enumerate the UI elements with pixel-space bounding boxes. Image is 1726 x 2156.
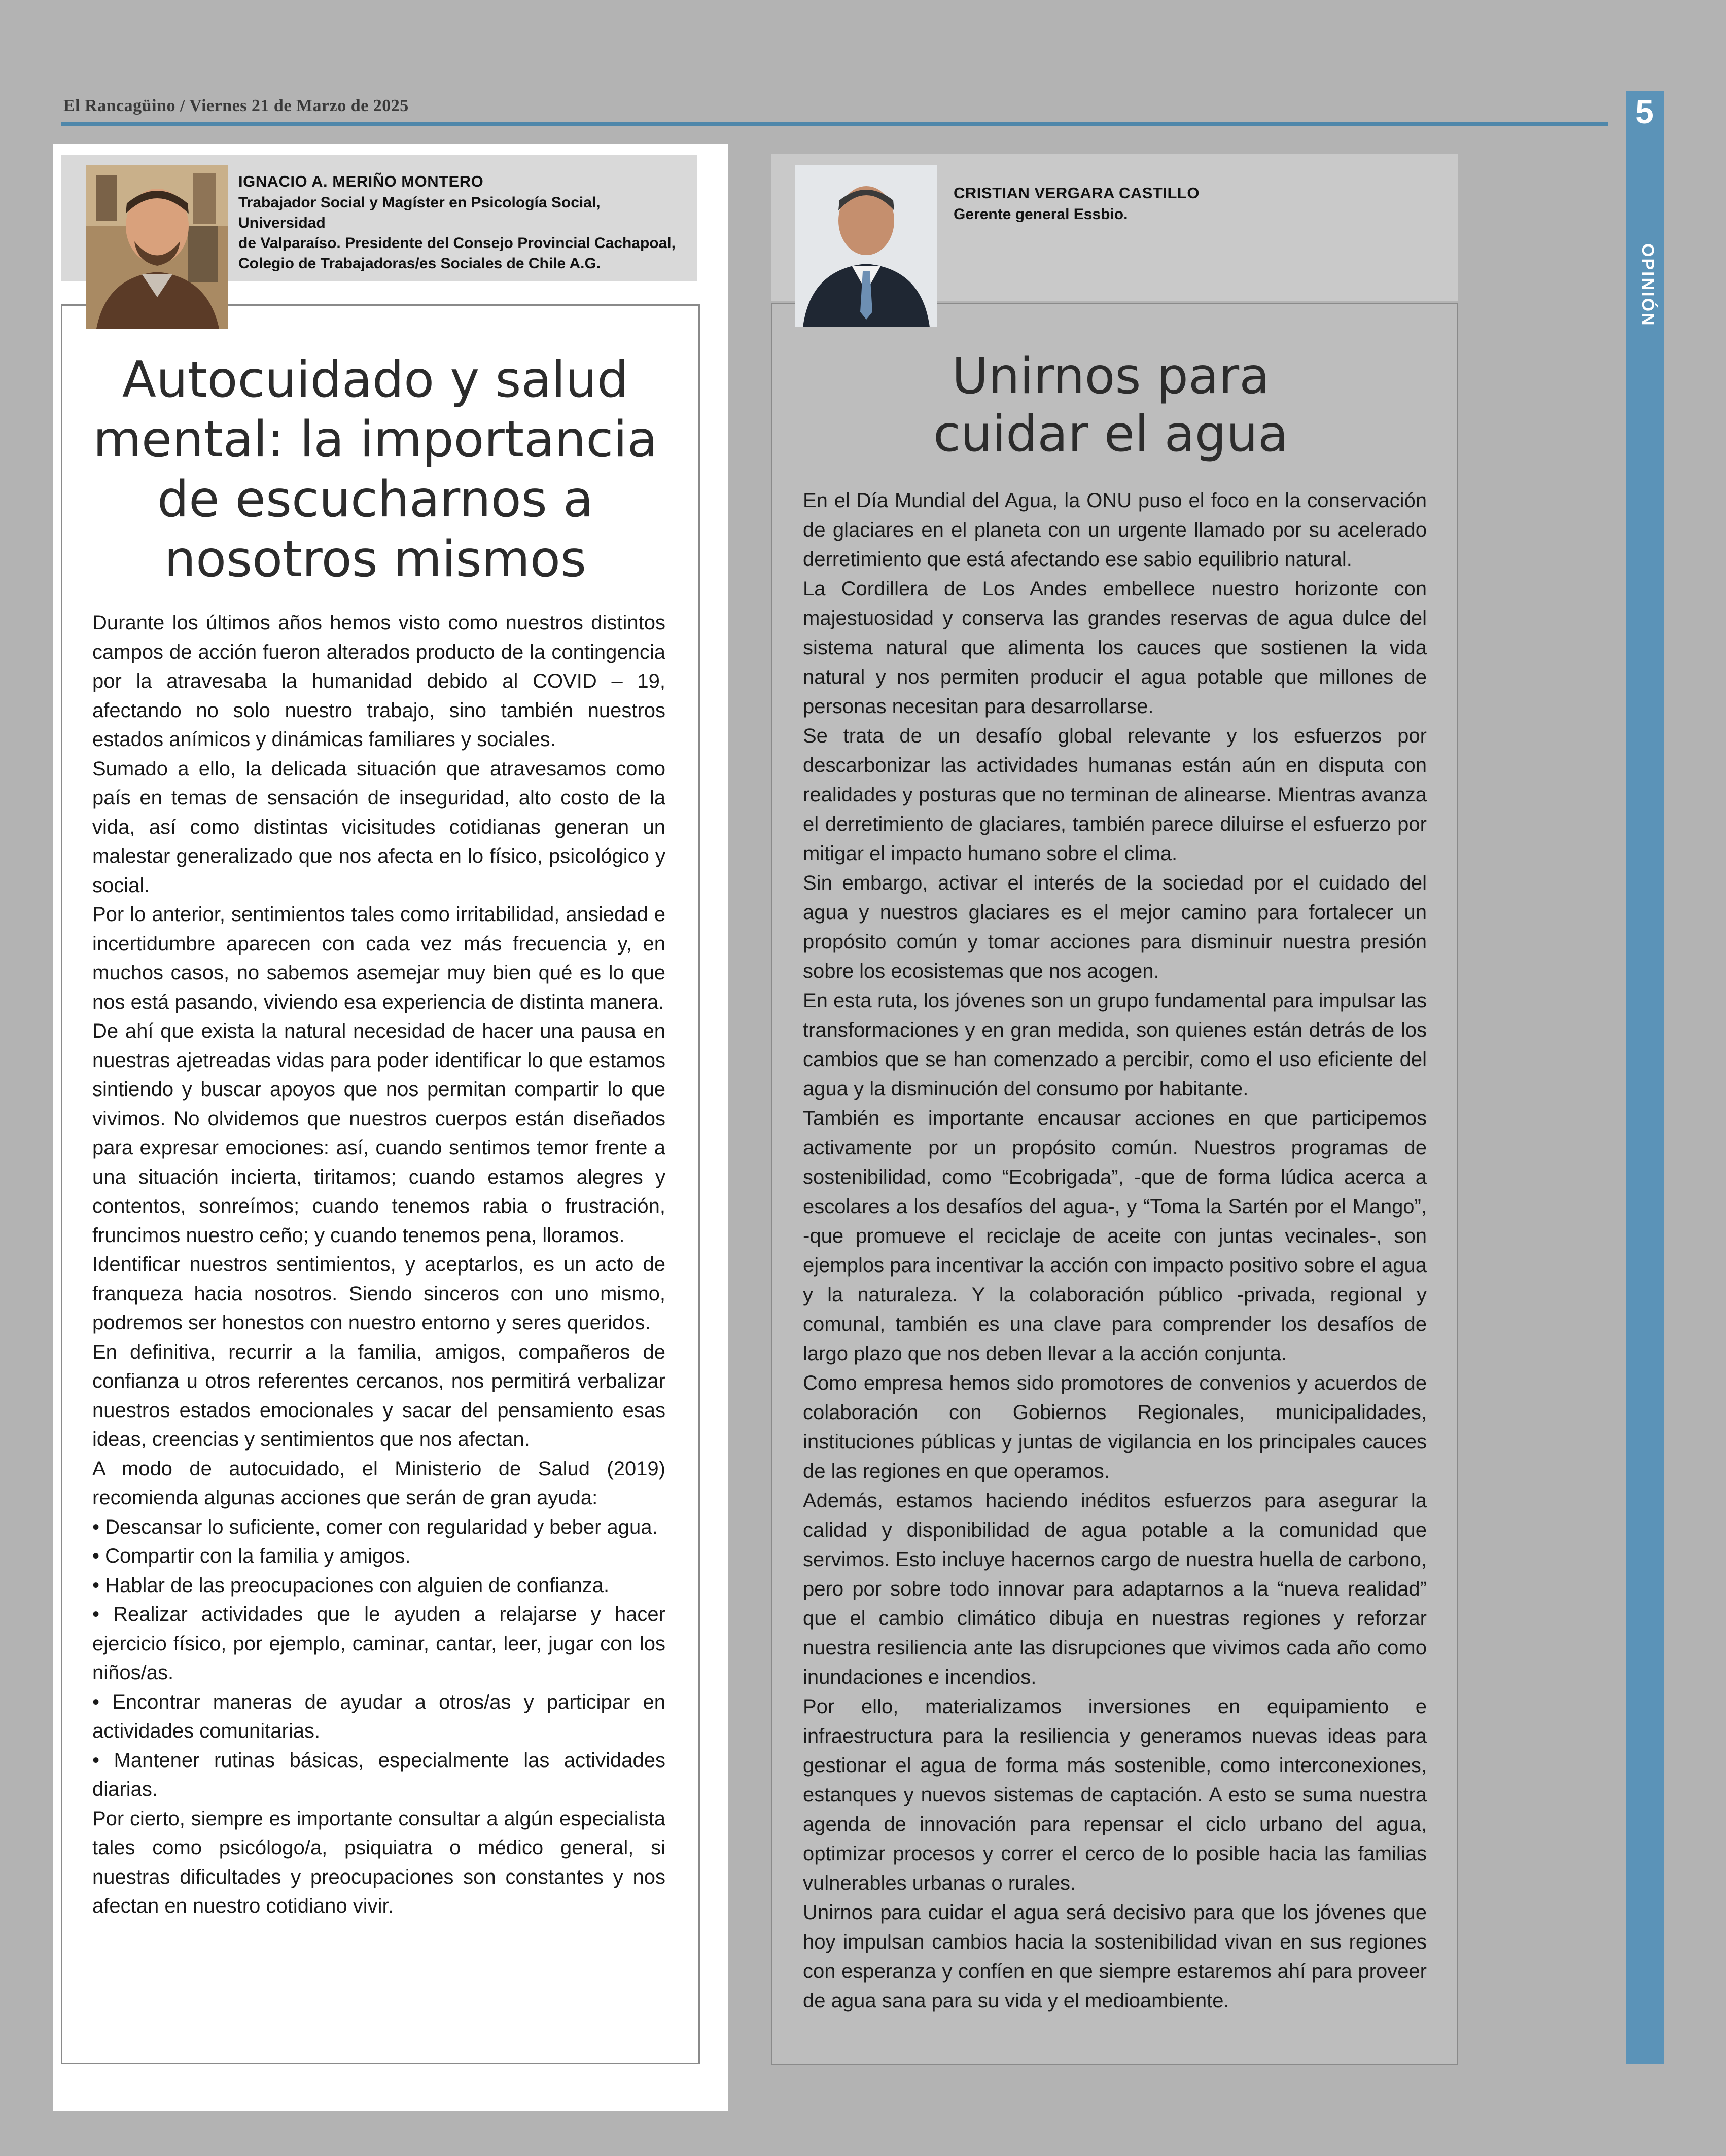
left-author-role	[238, 193, 690, 274]
left-headline-line: Autocuidado y salud	[122, 351, 629, 409]
left-article-paragraph: Sumado a ello, la delicada situación que atravesamos como país en temas de sensación de inseguridad, alto costo de la vida, así como distintas vicisitudes cotidianas generan un malestar generalizado que nos afecta en lo físico, psicológico y social.	[92, 757, 665, 897]
right-article-paragraph: Por ello, materializamos inversiones en equipamiento e infraestructura para la resiliencia y generamos nuevas ideas para gestionar el agua de forma más sostenible, como interconexiones, estanques y nuevos sistemas de captación. A esto se suma nuestra agenda de innovación para repensar el ciclo urbano del agua, optimizar procesos y correr el cerco de lo posible hacia las familias vulnerables urbanas o rurales.	[803, 1695, 1427, 1894]
left-author-name: IGNACIO A. MERIÑO MONTERO	[238, 172, 484, 190]
left-article-bullet: • Mantener rutinas básicas, especialmente las actividades diarias.	[92, 1749, 665, 1800]
left-article-paragraph: Por lo anterior, sentimientos tales como irritabilidad, ansiedad e incertidumbre aparecen con cada vez más frecuencia y, en muchos casos, no sabemos asemejar muy bien qué es lo que nos está pasando, viviendo esa experiencia de distinta manera.	[92, 903, 665, 1013]
left-author-role-line: Colegio de Trabajadoras/es Sociales de Chile A.G.	[238, 255, 601, 272]
right-author-name: CRISTIAN VERGARA CASTILLO	[954, 184, 1200, 202]
left-article-paragraph: En definitiva, recurrir a la familia, amigos, compañeros de confianza u otros referentes cercanos, nos permitirá verbalizar nuestros estados emocionales y sacar del pensamiento esas ideas, creencias y sentimientos que nos afectan.	[92, 1340, 665, 1451]
left-article-bullet: • Hablar de las preocupaciones con alguien de confianza.	[92, 1574, 610, 1597]
left-article-bullet: • Compartir con la familia y amigos.	[92, 1545, 411, 1567]
right-article-paragraph: Además, estamos haciendo inéditos esfuerzos para asegurar la calidad y disponibilidad de agua potable a la comunidad que servimos. Esto incluye hacernos cargo de nuestra huella de carbono, pero por sobre todo innovar para adaptarnos a la “nueva realidad” que el cambio climático dibuja en nuestras regiones y reforzar nuestra resiliencia ante las disrupciones que vivimos cada año como inundaciones e incendios.	[803, 1490, 1427, 1688]
left-author-role-line: de Valparaíso. Presidente del Consejo Provincial Cachapoal,	[238, 235, 676, 252]
right-article-paragraph: Sin embargo, activar el interés de la sociedad por el cuidado del agua y nuestros glaciares es el mejor camino para fortalecer un propósito común y tomar acciones para disminuir nuestra presión sobre los ecosistemas que nos acogen.	[803, 872, 1427, 982]
page-number: 5	[1635, 93, 1654, 130]
right-author-byline	[954, 184, 1440, 225]
masthead-rule	[61, 122, 1608, 126]
right-article-headline	[791, 347, 1430, 463]
right-headline-line: cuidar el agua	[933, 405, 1289, 463]
left-article-paragraph: Durante los últimos años hemos visto como nuestros distintos campos de acción fueron alterados producto de la contingencia por la atravesaba la humanidad debido al COVID – 19, afectando no solo nuestro trabajo, sino también nuestros estados anímicos y dinámicas familiares y sociales.	[92, 612, 665, 751]
left-headline-line: mental: la importancia	[93, 411, 658, 469]
masthead: El Rancagüino / Viernes 21 de Marzo de 2025	[63, 96, 409, 115]
right-article-paragraph: Unirnos para cuidar el agua será decisivo para que los jóvenes que hoy impulsan cambios hacia la sostenibilidad vivan en sus regiones con esperanza y confíen en que siempre estaremos ahí para proveer de agua sana para su vida y el medioambiente.	[803, 1901, 1427, 2012]
left-author-byline	[238, 172, 690, 274]
left-article-paragraph: A modo de autocuidado, el Ministerio de Salud (2019) recomienda algunas acciones que serán de gran ayuda:	[92, 1457, 665, 1509]
left-headline-line: de escucharnos a	[157, 471, 593, 528]
right-article-paragraph: Como empresa hemos sido promotores de convenios y acuerdos de colaboración con Gobiernos Regionales, municipalidades, instituciones públicas y juntas de vigilancia en los principales cauces de las regiones en que operamos.	[803, 1372, 1427, 1482]
section-side-tab	[1626, 91, 1664, 2064]
left-headline-line: nosotros mismos	[164, 531, 587, 588]
left-article-paragraph: Por cierto, siempre es importante consultar a algún especialista tales como psicólogo/a, psiquiatra o médico general, si nuestras dificultades y preocupaciones son constantes y nos afectan en nuestro cotidiano vivir.	[92, 1807, 665, 1917]
left-author-role-line: Trabajador Social y Magíster en Psicología Social, Universidad	[238, 194, 601, 231]
right-article-paragraph: La Cordillera de Los Andes embellece nuestro horizonte con majestuosidad y conserva las grandes reservas de agua dulce del sistema natural que alimenta los cauces que sostienen la vida natural y nos permiten producir el agua potable que millones de personas necesitan para desarrollarse.	[803, 578, 1427, 718]
section-label: OPINIÓN	[1638, 243, 1658, 327]
right-author-role	[954, 204, 1440, 225]
right-article-body	[803, 486, 1427, 2016]
left-article-bullet: • Encontrar maneras de ayudar a otros/as y participar en actividades comunitarias.	[92, 1690, 665, 1742]
right-article-paragraph: En el Día Mundial del Agua, la ONU puso el foco en la conservación de glaciares en el planeta con un urgente llamado por su acelerado derretimiento que está afectando ese sabio equilibrio natural.	[803, 489, 1427, 571]
right-author-role-line: Gerente general Essbio.	[954, 206, 1128, 223]
left-article-headline	[76, 350, 675, 589]
right-author-photo	[795, 165, 937, 327]
right-article-paragraph: En esta ruta, los jóvenes son un grupo fundamental para impulsar las transformaciones y en gran medida, son quienes están detrás de los cambios que se han comenzado a percibir, como el uso eficiente del agua y la disminución del consumo por habitante.	[803, 989, 1427, 1100]
left-article-paragraph: De ahí que exista la natural necesidad de hacer una pausa en nuestras ajetreadas vidas para poder identificar lo que estamos sintiendo y buscar apoyos que nos permitan compartir lo que vivimos. No olvidemos que nuestros cuerpos están diseñados para expresar emociones: así, cuando sentimos temor frente a una situación incierta, tiritamos; cuando estamos alegres y contentos, sonreímos; cuando tenemos rabia o frustración, fruncimos nuestro ceño; y cuando tenemos pena, lloramos.	[92, 1020, 665, 1247]
right-article-paragraph: Se trata de un desafío global relevante y los esfuerzos por descarbonizar las actividades humanas están aún en disputa con realidades y posturas que no terminan de alinearse. Mientras avanza el derretimiento de glaciares, también parece diluirse el esfuerzo por mitigar el impacto humano sobre el clima.	[803, 725, 1427, 865]
left-article-bullet: • Descansar lo suficiente, comer con regularidad y beber agua.	[92, 1515, 658, 1538]
left-article-body	[92, 609, 665, 1921]
left-article-bullet: • Realizar actividades que le ayuden a relajarse y hacer ejercicio físico, por ejemplo, caminar, cantar, leer, jugar con los niños/as.	[92, 1603, 665, 1684]
right-headline-line: Unirnos para	[952, 347, 1270, 405]
left-author-photo	[86, 165, 228, 329]
right-article-paragraph: También es importante encausar acciones en que participemos activamente por un propósito común. Nuestros programas de sostenibilidad, como “Ecobrigada”, -que de forma lúdica acerca a escolares a los desafíos del agua-, y “Toma la Sartén por el Mango”, -que promueve el reciclaje de aceite con juntas vecinales-, son ejemplos para incentivar la acción con impacto positivo sobre el agua y la naturaleza. Y la colaboración público -privada, regional y comunal, también es una clave para comprender los desafíos de largo plazo que nos deben llevar a la acción conjunta.	[803, 1107, 1427, 1365]
left-article-paragraph: Identificar nuestros sentimientos, y aceptarlos, es un acto de franqueza hacia nosotros. Siendo sinceros con uno mismo, podremos ser honestos con nuestro entorno y seres queridos.	[92, 1253, 665, 1334]
